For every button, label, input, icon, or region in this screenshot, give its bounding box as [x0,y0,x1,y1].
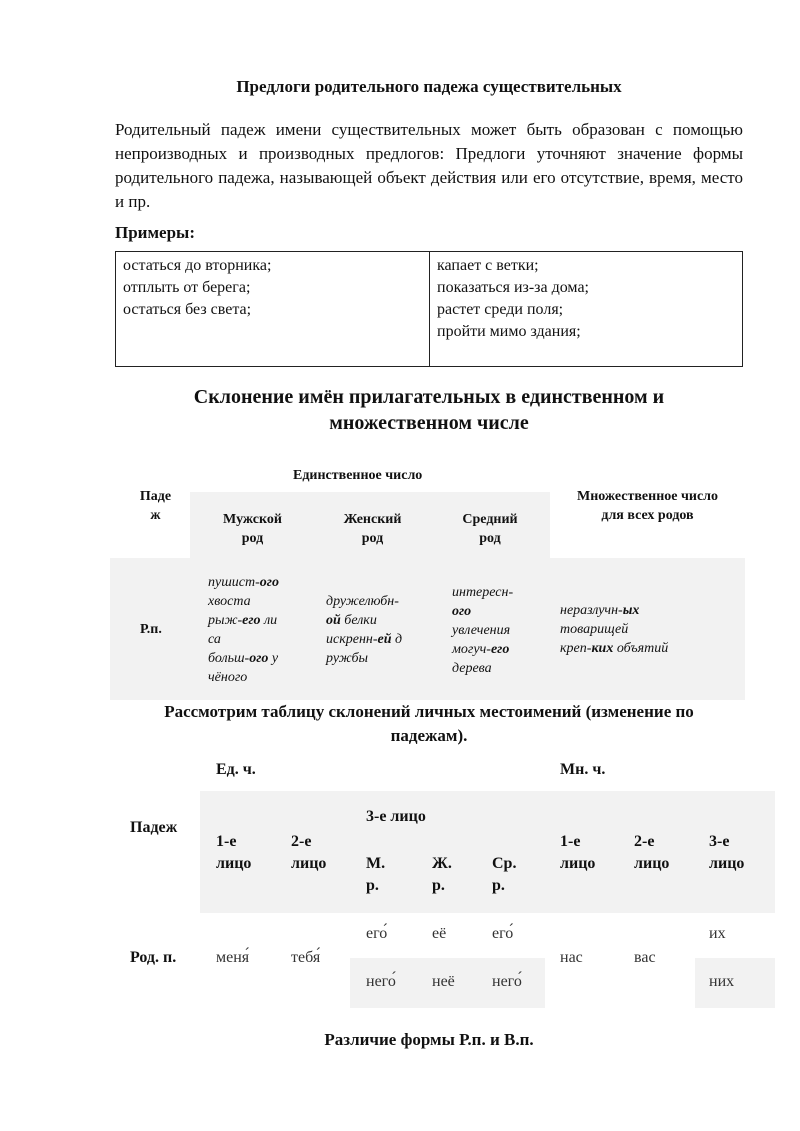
form-nego-neut: него́ [492,973,522,990]
plural-second-person-header [634,831,669,875]
section-title-pronouns [100,700,758,748]
form-ego-masc: его́ [366,925,388,942]
examples-left-cell [116,252,430,367]
example-item: остаться до вторника; [123,257,272,274]
examples-right-cell [430,252,743,367]
noun: дерева [452,661,492,676]
case-header [128,487,183,525]
example-item: показаться из-за дома; [437,279,589,296]
example-item: отплыть от берега; [123,279,251,296]
noun-part: у [268,651,279,666]
header-line: р. [432,877,445,894]
stem: интересн- [452,585,514,600]
header-line: р. [492,877,505,894]
form-ee: её [432,925,447,942]
title-line: Склонение имён прилагательных в единственном и [193,386,665,408]
masculine-example [208,573,306,687]
noun-part: ли [260,613,278,628]
examples-table [115,251,743,367]
plural-example [560,601,740,658]
noun-part: д [391,632,403,647]
header-line: род [241,531,264,546]
header-line: род [361,531,384,546]
header-line: 3-е [709,833,730,850]
noun-part: са [208,632,221,647]
plural-third-person-header [709,831,744,875]
header-line: 2-е [291,833,312,850]
feminine-header [325,510,420,548]
title-line: множественном числе [329,412,529,434]
ending: ой [326,613,341,628]
noun: увлечения [452,623,511,638]
header-line: 1-е [216,833,237,850]
form-nas: нас [560,949,583,966]
neuter-example [452,583,544,678]
noun: товарищей [560,622,629,637]
header-line: Ср. [492,855,517,872]
noun-part: ружбы [326,651,369,666]
form-menya: меня́ [216,949,250,966]
plural-header: Мн. ч. [560,761,606,778]
form-ikh: их [709,925,726,942]
ending: его [242,613,261,628]
section-title-difference: Различие формы Р.п. и В.п. [324,1030,534,1049]
stem: неразлучн- [560,603,623,618]
header-line: Паде [139,489,172,504]
stem: больш- [208,651,250,666]
header-line: 1-е [560,833,581,850]
section-title-genitive-prepositions: Предлоги родительного падежа существительных [236,77,622,96]
ending: его [490,642,510,657]
form-tebya: тебя́ [291,949,321,966]
stem: искренн- [326,632,378,647]
header-line: Множественное число [576,489,719,504]
header-line: лицо [216,855,252,872]
row-case-label: Род. п. [130,949,177,966]
header-line: лицо [291,855,327,872]
first-person-header [216,831,251,875]
title-line: падежам). [390,726,468,745]
noun: белки [340,613,377,628]
stem: дружелюбн- [326,594,399,609]
header-line: для всех родов [601,508,694,523]
header-line: лицо [634,855,670,872]
example-item: остаться без света; [123,301,252,318]
header-line: Женский [343,512,402,527]
form-vas: вас [634,949,656,966]
header-line: М. [366,855,386,872]
header-line: род [479,531,501,546]
noun: объятий [613,641,669,656]
ending: ого [259,575,279,590]
adjective-declension-table [110,458,745,700]
feminine-example [326,592,426,668]
header-line: лицо [560,855,596,872]
plural-first-person-header [560,831,595,875]
ending: ких [591,641,614,656]
neuter-header [492,853,516,897]
header-line: Мужской [223,512,282,527]
stem: пушист- [208,575,260,590]
row-shade [695,958,775,1008]
masculine-header [366,853,385,897]
singular-header: Ед. ч. [216,761,256,778]
example-item: растет среди поля; [437,301,564,318]
row-case-label: Р.п. [140,622,162,637]
singular-header: Единственное число [293,468,423,483]
form-nego-masc: него́ [366,973,396,990]
header-line: ж [150,508,161,523]
example-item: капает с ветки; [437,257,539,274]
intro-paragraph: Родительный падеж имени существительных может быть образован с помощью непроизводных и производных предлогов: Предлоги уточняют значение формы родительного падежа, называющей объект действия или его отсутствие, время, место и пр. [115,120,743,211]
form-ego-neut: его́ [492,925,514,942]
example-item: пройти мимо здания; [437,323,581,340]
ending: ого [452,604,472,619]
header-line: лицо [709,855,745,872]
ending: ых [622,603,640,618]
noun: хвоста [208,594,251,609]
ending: ого [249,651,269,666]
case-header: Падеж [130,819,178,836]
header-line: р. [366,877,379,894]
plural-header [550,487,745,525]
header-line: Средний [462,512,518,527]
title-line: Рассмотрим таблицу склонений личных местоимений (изменение по [164,702,694,721]
examples-label: Примеры: [115,223,195,242]
ending: ей [377,632,392,647]
header-line: Ж. [432,855,452,872]
section-title-adjectives [100,384,758,436]
stem: могуч- [452,642,491,657]
form-nee: неё [432,973,455,990]
stem: креп- [560,641,592,656]
feminine-header [432,853,452,897]
pronoun-declension-table [110,755,775,1015]
form-nikh: них [709,973,735,990]
noun-part: чёного [208,670,248,685]
masculine-header [205,510,300,548]
stem: рыж- [208,613,243,628]
second-person-header [291,831,326,875]
header-line: 2-е [634,833,655,850]
third-person-header: 3-е лицо [366,808,426,825]
neuter-header [445,510,535,548]
